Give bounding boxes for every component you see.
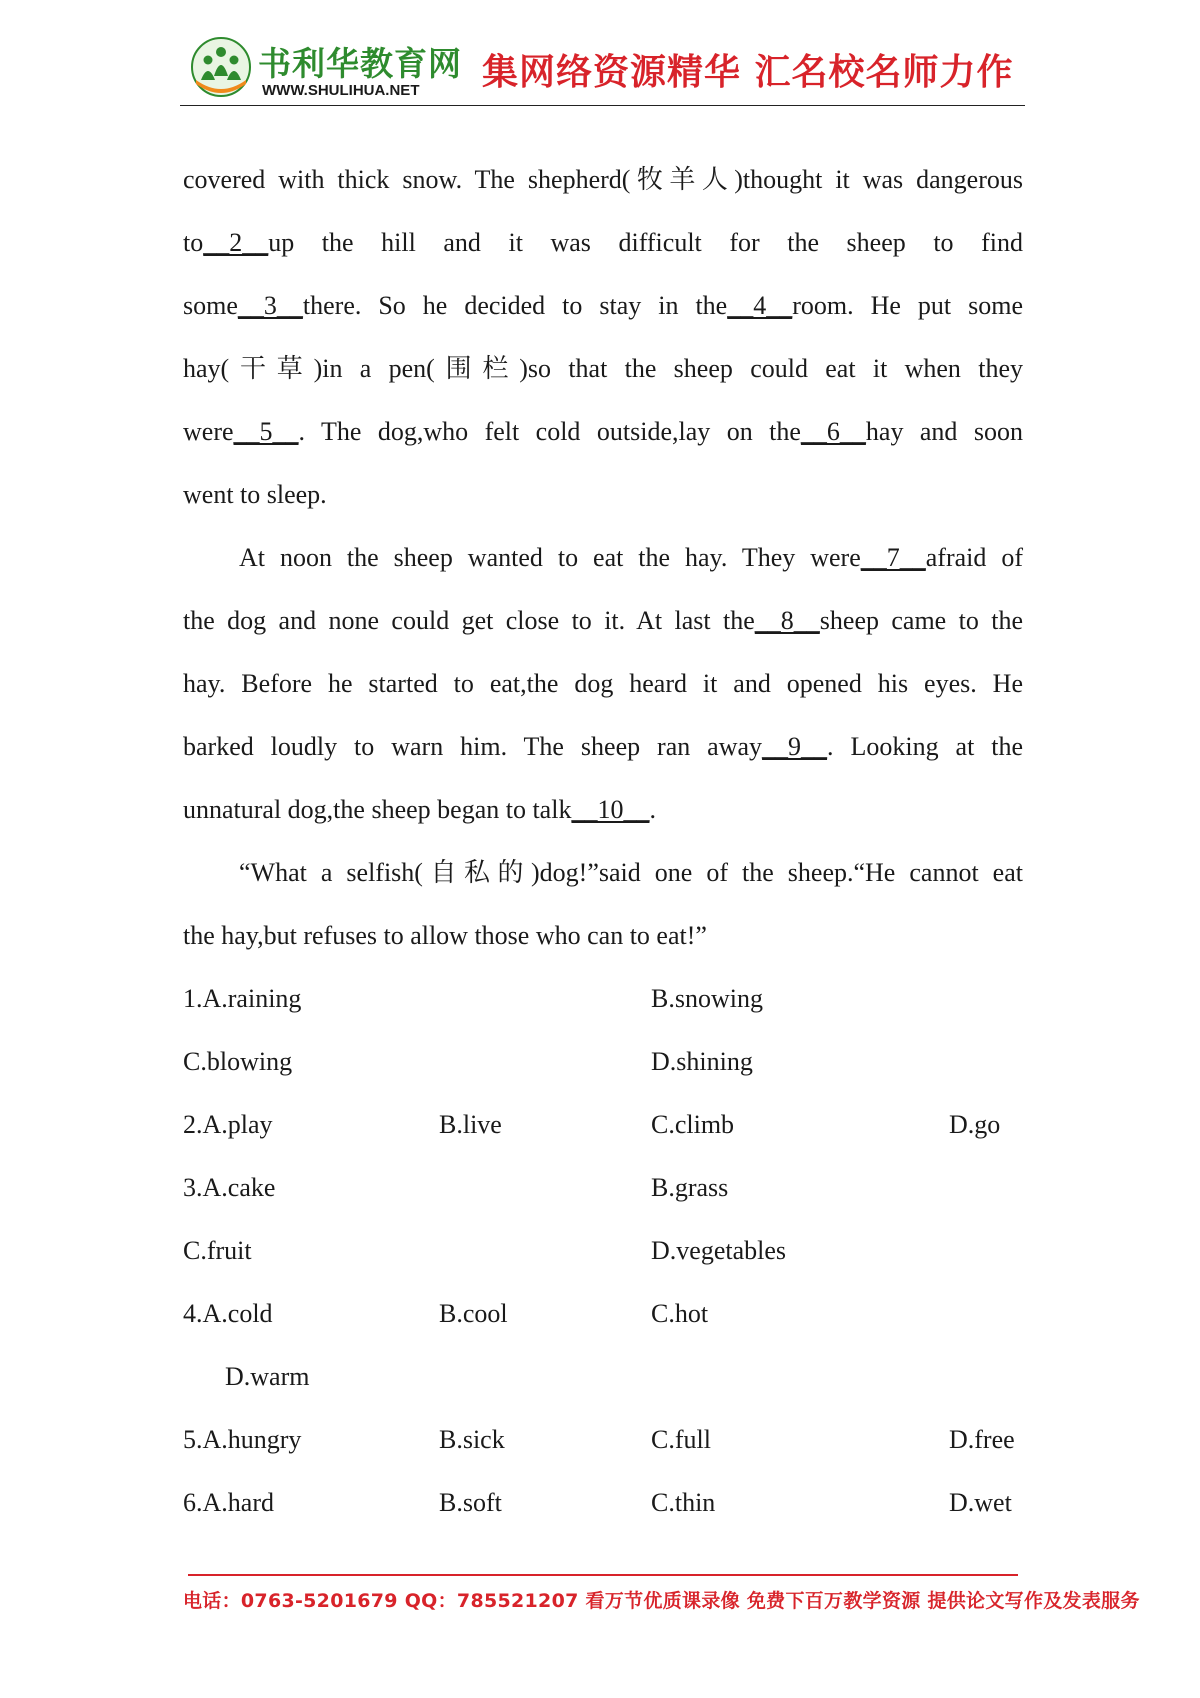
passage-text: covered with thick snow. The shepherd(牧羊人)thought it was dangerous xyxy=(183,165,1023,194)
passage-line xyxy=(183,463,1023,526)
option: C.climb xyxy=(651,1110,735,1139)
passage-text: hay and soon xyxy=(865,417,1023,446)
passage-text: hay(干草)in a pen(围栏)so that the sheep could eat it when they xyxy=(183,354,1023,383)
passage-line xyxy=(183,715,1023,778)
option: C.full xyxy=(651,1425,711,1454)
option: 6.A.hard xyxy=(183,1488,274,1517)
passage-text: went to sleep. xyxy=(183,480,327,509)
passage-line xyxy=(183,841,1023,904)
passage-text: sheep came to the xyxy=(819,606,1024,635)
option: 2.A.play xyxy=(183,1110,273,1139)
option: 3.A.cake xyxy=(183,1173,276,1202)
passage-text: the dog and none could get close to it. At last the xyxy=(183,606,755,635)
question-4-options xyxy=(183,1345,1023,1408)
option: D.go xyxy=(949,1110,1001,1139)
passage-text: . Looking at the xyxy=(827,732,1023,761)
question-1-options xyxy=(183,1030,1023,1093)
header-divider xyxy=(180,105,1025,106)
passage-line xyxy=(183,337,1023,400)
passage-line xyxy=(183,904,1023,967)
passage-text: the hay,but refuses to allow those who can to eat!” xyxy=(183,921,707,950)
passage-text: At noon the sheep wanted to eat the hay. They were xyxy=(239,543,861,572)
passage-text: some xyxy=(183,291,238,320)
passage-text: afraid of xyxy=(925,543,1024,572)
blank-2: __2__ xyxy=(203,228,269,257)
blank-3: __3__ xyxy=(237,291,303,320)
option: D.shining xyxy=(651,1047,753,1076)
blank-8: __8__ xyxy=(754,606,820,635)
option: C.fruit xyxy=(183,1236,252,1265)
passage-text: unnatural dog,the sheep began to talk xyxy=(183,795,572,824)
option: C.hot xyxy=(651,1299,709,1328)
option: 4.A.cold xyxy=(183,1299,273,1328)
option: B.cool xyxy=(439,1299,508,1328)
option: D.wet xyxy=(949,1488,1012,1517)
option: B.live xyxy=(439,1110,502,1139)
passage xyxy=(183,148,1023,1534)
option: C.blowing xyxy=(183,1047,293,1076)
passage-text: there. So he decided to stay in the xyxy=(302,291,728,320)
option: B.soft xyxy=(439,1488,502,1517)
question-3-options xyxy=(183,1219,1023,1282)
people-group-icon xyxy=(190,36,252,98)
passage-line xyxy=(183,652,1023,715)
option: B.sick xyxy=(439,1425,505,1454)
passage-line xyxy=(183,148,1023,211)
question-5-options xyxy=(183,1408,1023,1471)
blank-6: __6__ xyxy=(800,417,866,446)
passage-text: hay. Before he started to eat,the dog heard it and opened his eyes. He xyxy=(183,669,1023,698)
page-header xyxy=(180,28,1025,106)
footer-divider xyxy=(188,1574,1018,1576)
blank-7: __7__ xyxy=(860,543,926,572)
passage-text: up the hill and it was difficult for the sheep to find xyxy=(268,228,1023,257)
blank-9: __9__ xyxy=(762,732,828,761)
passage-line xyxy=(183,274,1023,337)
header-slogan: 集网络资源精华 汇名校名师力作 xyxy=(482,52,1014,93)
question-4-options xyxy=(183,1282,1023,1345)
question-6-options xyxy=(183,1471,1023,1534)
option: 5.A.hungry xyxy=(183,1425,302,1454)
option: B.grass xyxy=(651,1173,729,1202)
passage-text: . The dog,who felt cold outside,lay on the xyxy=(298,417,801,446)
site-url: WWW.SHULIHUA.NET xyxy=(262,82,420,99)
option: B.snowing xyxy=(651,984,763,1013)
blank-10: __10__ xyxy=(571,795,650,824)
passage-text: “What a selfish(自私的)dog!”said one of the sheep.“He cannot eat xyxy=(239,858,1023,887)
site-logo-text: 书利华教育网 xyxy=(258,44,462,83)
question-1-options xyxy=(183,967,1023,1030)
option: 1.A.raining xyxy=(183,984,302,1013)
option: D.vegetables xyxy=(651,1236,787,1265)
passage-line xyxy=(183,400,1023,463)
passage-line xyxy=(183,526,1023,589)
passage-text: to xyxy=(183,228,204,257)
passage-line xyxy=(183,589,1023,652)
option: C.thin xyxy=(651,1488,716,1517)
option: D.free xyxy=(949,1425,1015,1454)
option: D.warm xyxy=(225,1362,310,1391)
footer-contact: 电话：0763-5201679 QQ：785521207 看万节优质课录像 免费下百万教学资源 提供论文写作及发表服务 xyxy=(183,1590,1140,1612)
question-3-options xyxy=(183,1156,1023,1219)
passage-text: barked loudly to warn him. The sheep ran away xyxy=(183,732,763,761)
passage-line xyxy=(183,778,1023,841)
passage-text: . xyxy=(649,795,656,824)
blank-4: __4__ xyxy=(727,291,793,320)
passage-text: were xyxy=(183,417,234,446)
question-2-options xyxy=(183,1093,1023,1156)
passage-text: room. He put some xyxy=(792,291,1023,320)
passage-line xyxy=(183,211,1023,274)
blank-5: __5__ xyxy=(233,417,299,446)
